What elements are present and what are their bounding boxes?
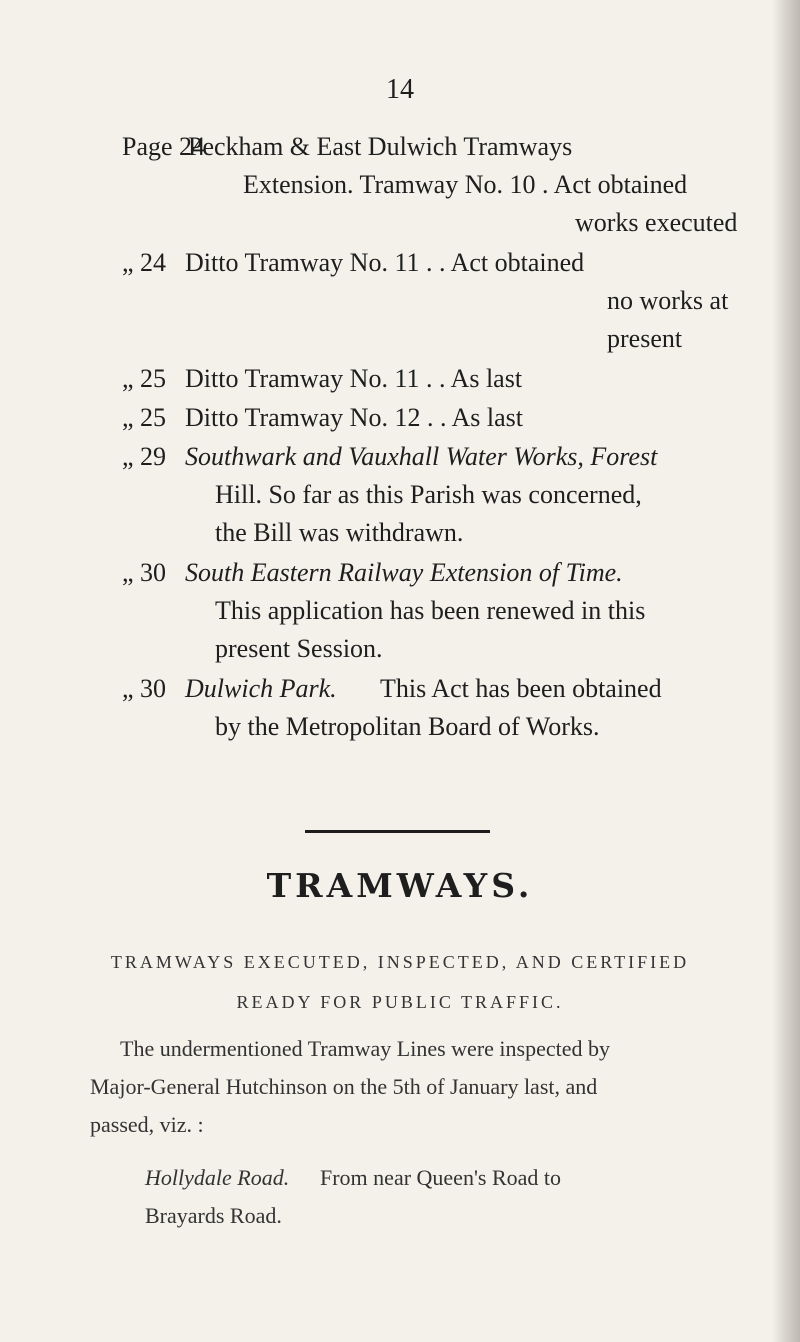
entry-text: This application has been renewed in this — [215, 596, 646, 625]
entry-text: Ditto Tramway No. 11 . . As last — [185, 364, 523, 393]
entry-text: present — [607, 324, 683, 353]
entry-ref: „ 29 — [122, 442, 167, 471]
entry-text: present Session. — [215, 634, 383, 663]
paragraph-line: passed, viz. : — [90, 1112, 204, 1137]
road-description: Brayards Road. — [145, 1203, 282, 1228]
entry-text: Peckham & East Dulwich Tramways — [188, 132, 573, 161]
entry-ref: „ 24 — [122, 248, 167, 277]
entry-text: Ditto Tramway No. 12 . . As last — [185, 403, 524, 432]
section-divider — [305, 830, 490, 833]
entry-text: This Act has been obtained — [380, 674, 662, 703]
entry-text: by the Metropolitan Board of Works. — [215, 712, 600, 741]
entry-ref: „ 25 — [122, 364, 167, 393]
paragraph-line: The undermentioned Tramway Lines were inspected by — [120, 1036, 610, 1061]
entry-ref: „ 30 — [122, 674, 167, 703]
entry-italic-title: Dulwich Park. — [185, 674, 337, 703]
subheading-line: READY FOR PUBLIC TRAFFIC. — [236, 992, 564, 1012]
entry-ref: Page 24 — [122, 132, 206, 161]
paragraph-line: Major-General Hutchinson on the 5th of January last, and — [90, 1074, 598, 1099]
entry-text: no works at — [607, 286, 729, 315]
entry-text: Ditto Tramway No. 11 . . Act obtained — [185, 248, 585, 277]
entry-text: Extension. Tramway No. 10 . Act obtained — [243, 170, 688, 199]
road-name: Hollydale Road. — [145, 1165, 290, 1190]
page-number: 14 — [386, 74, 414, 105]
page-edge-shadow — [772, 0, 800, 1342]
subheading-line: TRAMWAYS EXECUTED, INSPECTED, AND CERTIFIED — [110, 952, 690, 972]
entry-text: works executed — [575, 208, 738, 237]
entry-text: Hill. So far as this Parish was concerned, — [215, 480, 642, 509]
section-heading: TRAMWAYS. — [266, 866, 534, 905]
entry-italic-title: South Eastern Railway Extension of Time. — [185, 558, 623, 587]
entry-ref: „ 30 — [122, 558, 167, 587]
entry-italic-title: Southwark and Vauxhall Water Works, Forest — [185, 442, 658, 471]
entry-text: the Bill was withdrawn. — [215, 518, 464, 547]
entry-ref: „ 25 — [122, 403, 167, 432]
road-description: From near Queen's Road to — [320, 1165, 562, 1190]
